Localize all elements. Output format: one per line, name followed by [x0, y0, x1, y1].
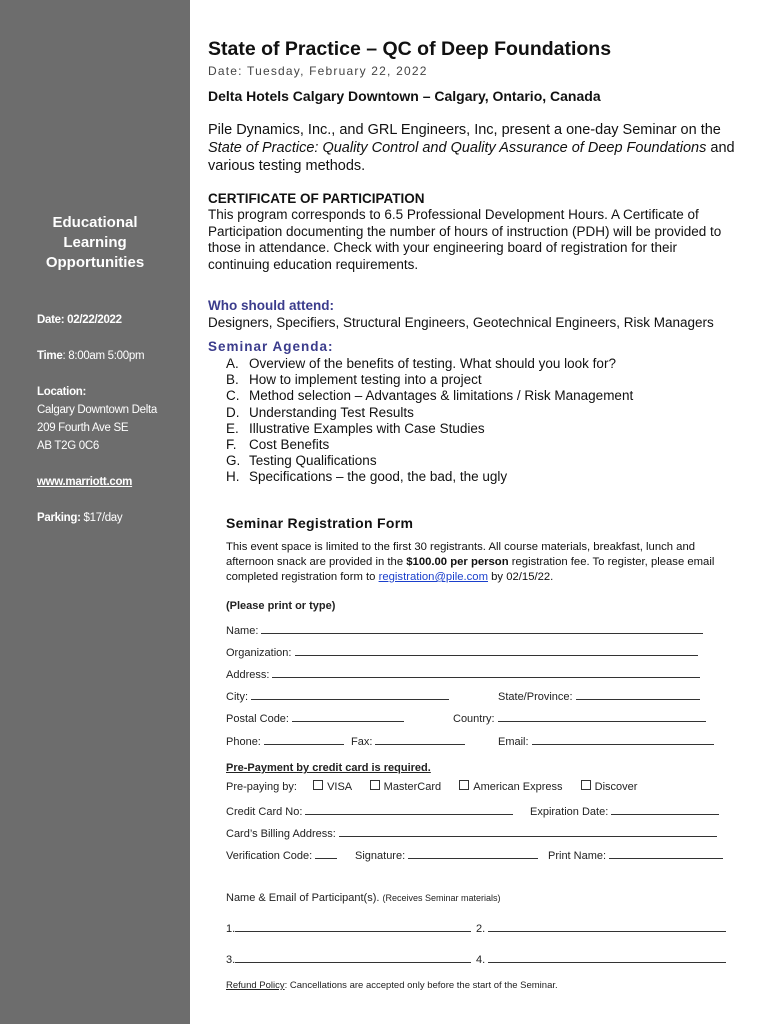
sidebar-heading: Educational Learning Opportunities	[45, 214, 145, 271]
prepay-note: Pre-Payment by credit card is required.	[226, 762, 431, 774]
mastercard-checkbox[interactable]: MasterCard	[370, 781, 441, 793]
agenda-item: C. Method selection – Advantages & limitations / Risk Management	[226, 388, 634, 404]
agenda-item: G. Testing Qualifications	[226, 453, 377, 469]
certificate-text: This program corresponds to 6.5 Professional Development Hours. A Certificate of Participation documenting the number of hours of instruction (PDH) will be provided to those in attendance. Check with your engineering board of registration for their continuing education requirements.	[208, 207, 722, 272]
agenda-item: A. Overview of the benefits of testing. What should you look for?	[226, 356, 616, 371]
participant-1-field[interactable]: 1.	[226, 920, 471, 935]
agenda-item: D. Understanding Test Results	[226, 404, 414, 420]
amex-checkbox[interactable]: American Express	[459, 781, 562, 793]
who-attend-heading: Who should attend:	[208, 298, 334, 313]
country-field[interactable]: Country:	[453, 710, 706, 725]
city-field[interactable]: City:	[226, 688, 449, 703]
participant-4-field[interactable]: 4.	[476, 951, 726, 966]
event-time: Time: 8:00am 5:00pm	[37, 350, 145, 362]
agenda-item: H. Specifications – the good, the bad, the ugly	[226, 469, 508, 485]
certificate-title: CERTIFICATE OF PARTICIPATION	[208, 191, 425, 206]
intro-paragraph: Pile Dynamics, Inc., and GRL Engineers, Inc, present a one-day Seminar on the State of Practice: Quality Control and Quality Assurance of Deep Foundations and various testing methods.	[208, 122, 735, 174]
print-note: (Please print or type)	[226, 600, 336, 612]
participant-2-field[interactable]: 2.	[476, 920, 726, 935]
refund-policy: Refund Policy: Cancellations are accepted only before the start of the Seminar.	[226, 980, 558, 991]
registration-email-link[interactable]: registration@pile.com	[378, 571, 488, 583]
event-date: Date: 02/22/2022	[37, 314, 122, 326]
agenda-item: F. Cost Benefits	[226, 437, 330, 453]
event-date-line: Date: Tuesday, February 22, 2022	[208, 64, 428, 78]
venue-line: Delta Hotels Calgary Downtown – Calgary, Ontario, Canada	[208, 88, 601, 104]
form-intro: This event space is limited to the first 30 registrants. All course materials, breakfast, lunch and afternoon snack are provided in the $100.00 per person registration fee. To register, please email completed registration form to registration@pile.com by 02/15/22.	[226, 541, 715, 583]
address-field[interactable]: Address:	[226, 666, 700, 681]
state-field[interactable]: State/Province:	[498, 688, 700, 703]
organization-field[interactable]: Organization:	[226, 644, 698, 659]
signature-field[interactable]: Signature:	[355, 847, 538, 862]
participants-label: Name & Email of Participant(s). (Receives Seminar materials)	[226, 892, 501, 904]
verification-code-field[interactable]: Verification Code:	[226, 847, 337, 862]
participant-3-field[interactable]: 3.	[226, 951, 471, 966]
agenda-heading: Seminar Agenda:	[208, 339, 334, 354]
payment-type-row: Pre-paying by: VISA MasterCard American Express Discover	[226, 781, 638, 793]
form-title: Seminar Registration Form	[226, 515, 414, 531]
page-title: State of Practice – QC of Deep Foundations	[208, 38, 612, 60]
name-field[interactable]: Name:	[226, 622, 703, 637]
event-location: Location: Calgary Downtown Delta 209 Fourth Ave SE AB T2G 0C6	[37, 386, 157, 452]
expiration-field[interactable]: Expiration Date:	[530, 803, 719, 818]
agenda-item: E. Illustrative Examples with Case Studies	[226, 420, 485, 436]
website-link[interactable]: www.marriott.com	[37, 476, 133, 488]
print-name-field[interactable]: Print Name:	[548, 847, 723, 862]
agenda-list	[226, 356, 633, 486]
billing-address-field[interactable]: Card’s Billing Address:	[226, 825, 717, 840]
who-attend-text: Designers, Specifiers, Structural Engineers, Geotechnical Engineers, Risk Managers	[208, 315, 714, 330]
postal-code-field[interactable]: Postal Code:	[226, 710, 404, 725]
credit-card-field[interactable]: Credit Card No:	[226, 803, 513, 818]
phone-field[interactable]: Phone:	[226, 733, 344, 748]
sidebar	[0, 0, 190, 1024]
email-field[interactable]: Email:	[498, 733, 714, 748]
visa-checkbox[interactable]: VISA	[313, 781, 351, 793]
discover-checkbox[interactable]: Discover	[581, 781, 638, 793]
agenda-item: B. How to implement testing into a project	[226, 372, 482, 388]
fax-field[interactable]: Fax:	[351, 733, 465, 748]
parking-info: Parking: $17/day	[37, 512, 123, 524]
